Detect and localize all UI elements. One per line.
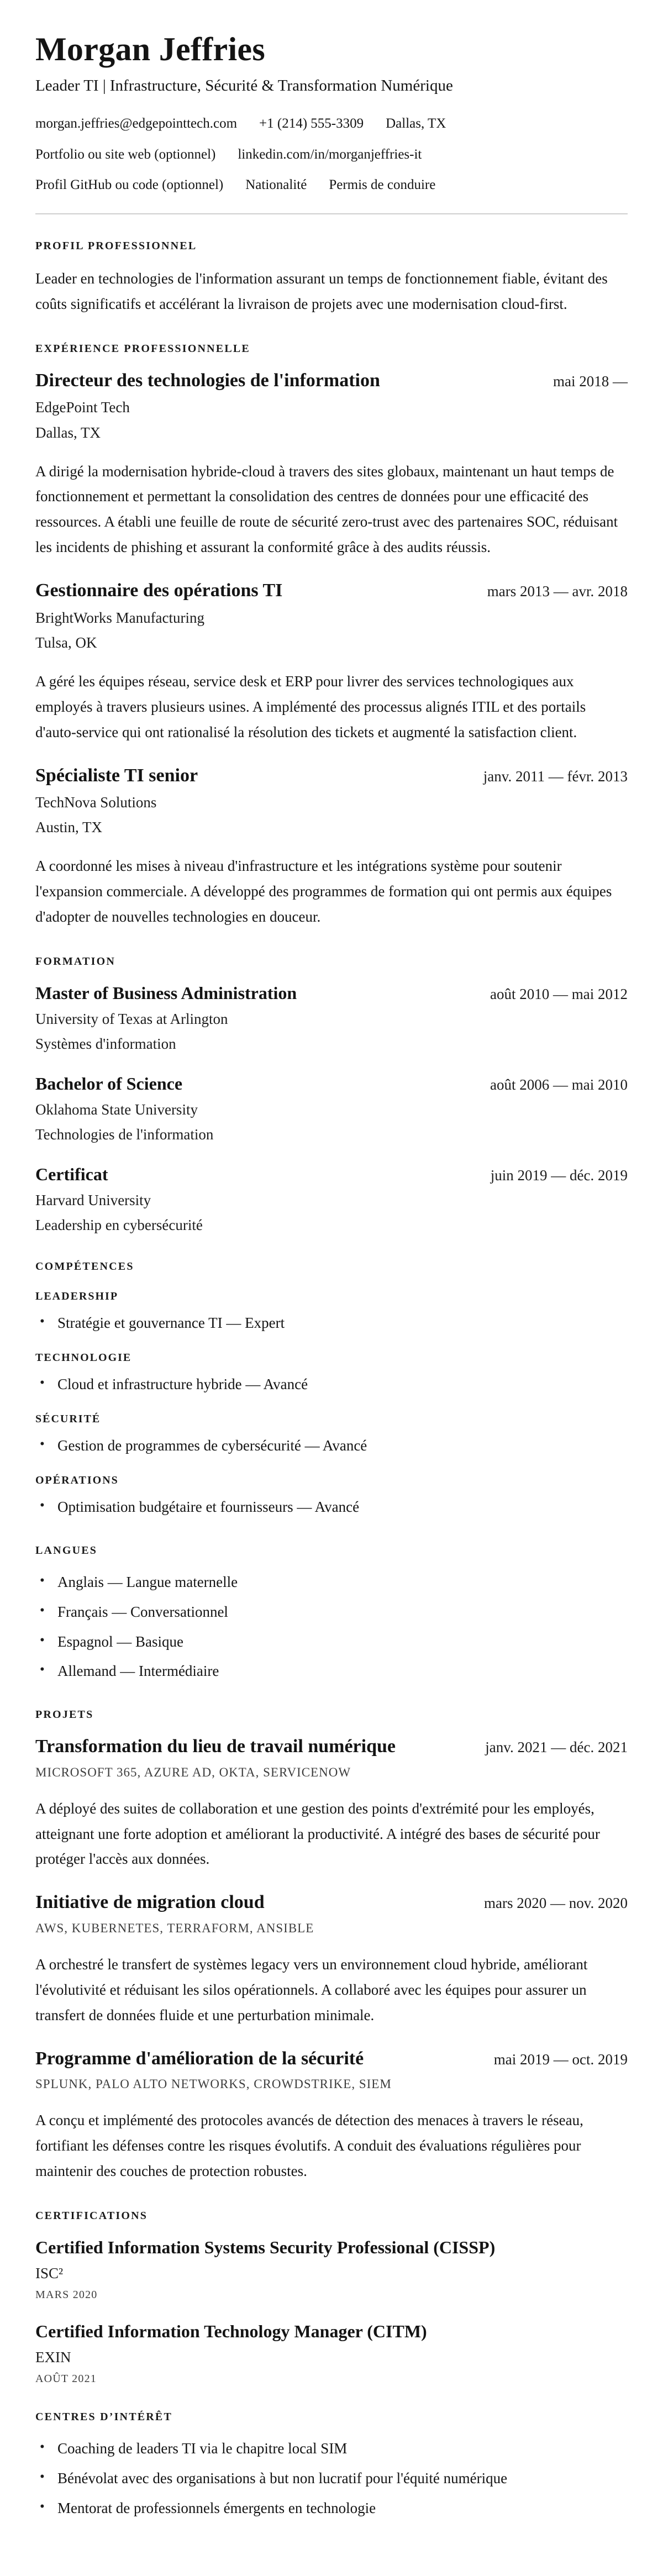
contact-email: morgan.jeffries@edgepointtech.com bbox=[35, 115, 238, 131]
job-entry bbox=[35, 764, 628, 930]
field-of-study: Systèmes d'information bbox=[35, 1035, 176, 1052]
job-description: A géré les équipes réseau, service desk et ERP pour livrer des services technologiques aux employés à travers plusieurs usines. A implémenté des processus alignés ITIL et des portails d'auto-service qui ont rationalisé la résolution des tickets et augmenté la satisfaction client. bbox=[35, 672, 586, 740]
project-tech: MICROSOFT 365, AZURE AD, OKTA, SERVICENOW bbox=[35, 1765, 351, 1779]
job-company: TechNova Solutions bbox=[35, 794, 157, 811]
education-entry bbox=[35, 1073, 628, 1144]
school-name: University of Texas at Arlington bbox=[35, 1010, 228, 1027]
project-description: A conçu et implémenté des protocoles avancés de détection des menaces à travers le réseau, fortifiant les défenses contre les risques évolutifs. A conduit des évaluations régulières pour maintenir des couches de protection robustes. bbox=[35, 2112, 583, 2179]
interest-list bbox=[35, 2437, 628, 2520]
field-of-study: Leadership en cybersécurité bbox=[35, 1217, 203, 1234]
project-dates: mai 2019 — oct. 2019 bbox=[493, 2051, 628, 2068]
certification-date: MARS 2020 bbox=[35, 2288, 98, 2301]
education-entry bbox=[35, 1163, 628, 1235]
section-certifications bbox=[35, 2209, 628, 2385]
language-item: • Allemand — Intermédiaire bbox=[35, 1660, 628, 1683]
resume-header bbox=[35, 31, 628, 194]
contact-linkedin: linkedin.com/in/morganjeffries-it bbox=[238, 146, 422, 162]
skill-item: • Stratégie et gouvernance TI — Expert bbox=[35, 1312, 628, 1335]
project-tech: AWS, KUBERNETES, TERRAFORM, ANSIBLE bbox=[35, 1921, 314, 1935]
job-location: Tulsa, OK bbox=[35, 634, 97, 651]
contact-nationality: Nationalité bbox=[245, 177, 307, 193]
job-company: EdgePoint Tech bbox=[35, 399, 130, 416]
section-education bbox=[35, 954, 628, 1236]
interest-item: • Mentorat de professionnels émergents en technologie bbox=[35, 2497, 628, 2520]
project-dates: mars 2020 — nov. 2020 bbox=[484, 1895, 628, 1912]
interests-heading: CENTRES D’INTÉRÊT bbox=[35, 2410, 173, 2423]
skill-list bbox=[35, 1312, 628, 1335]
job-entry bbox=[35, 579, 628, 745]
degree-dates: juin 2019 — déc. 2019 bbox=[490, 1167, 628, 1184]
job-dates: janv. 2011 — févr. 2013 bbox=[483, 767, 628, 785]
languages-heading: LANGUES bbox=[35, 1544, 98, 1557]
contact-driving-license: Permis de conduire bbox=[329, 177, 436, 193]
skill-group-label: SÉCURITÉ bbox=[35, 1413, 101, 1426]
degree-title: Master of Business Administration bbox=[35, 982, 297, 1003]
contact-portfolio: Portfolio ou site web (optionnel) bbox=[35, 146, 216, 162]
project-title: Transformation du lieu de travail numérique bbox=[35, 1736, 396, 1757]
certification-issuer: ISC² bbox=[35, 2264, 64, 2281]
skill-group-label: OPÉRATIONS bbox=[35, 1474, 119, 1486]
certifications-heading: CERTIFICATIONS bbox=[35, 2209, 148, 2222]
language-item: • Espagnol — Basique bbox=[35, 1631, 628, 1654]
projects-heading: PROJETS bbox=[35, 1708, 94, 1721]
job-location: Dallas, TX bbox=[35, 424, 101, 441]
section-profile bbox=[35, 239, 628, 317]
project-entry bbox=[35, 1891, 628, 2028]
degree-dates: août 2006 — mai 2010 bbox=[490, 1076, 628, 1094]
profile-heading: PROFIL PROFESSIONNEL bbox=[35, 240, 197, 253]
job-title: Directeur des technologies de l'information bbox=[35, 370, 380, 391]
contact-row-2 bbox=[35, 145, 628, 164]
job-title: Spécialiste TI senior bbox=[35, 765, 198, 786]
section-projects bbox=[35, 1707, 628, 2184]
education-heading: FORMATION bbox=[35, 955, 115, 968]
job-company: BrightWorks Manufacturing bbox=[35, 609, 205, 626]
contact-row-3 bbox=[35, 176, 628, 194]
section-skills bbox=[35, 1259, 628, 1518]
interest-item: • Bénévolat avec des organisations à but non lucratif pour l'équité numérique bbox=[35, 2467, 628, 2490]
certification-date: AOÛT 2021 bbox=[35, 2372, 97, 2385]
certification-entry bbox=[35, 2320, 628, 2385]
project-dates: janv. 2021 — déc. 2021 bbox=[485, 1739, 628, 1756]
job-title: Gestionnaire des opérations TI bbox=[35, 580, 283, 601]
skill-item: • Optimisation budgétaire et fournisseurs — Avancé bbox=[35, 1496, 628, 1519]
project-entry bbox=[35, 1735, 628, 1872]
section-experience bbox=[35, 341, 628, 930]
job-dates: mai 2018 — bbox=[553, 372, 628, 390]
contact-row-1 bbox=[35, 114, 628, 133]
degree-dates: août 2010 — mai 2012 bbox=[490, 985, 628, 1002]
experience-heading: EXPÉRIENCE PROFESSIONNELLE bbox=[35, 342, 250, 355]
skill-list bbox=[35, 1496, 628, 1519]
skill-group-label: TECHNOLOGIE bbox=[35, 1352, 132, 1364]
education-entry bbox=[35, 982, 628, 1054]
degree-title: Certificat bbox=[35, 1164, 108, 1185]
field-of-study: Technologies de l'information bbox=[35, 1126, 214, 1143]
skill-item: • Gestion de programmes de cybersécurité — Avancé bbox=[35, 1434, 628, 1458]
certification-entry bbox=[35, 2236, 628, 2301]
project-tech: SPLUNK, PALO ALTO NETWORKS, CROWDSTRIKE, SIEM bbox=[35, 2077, 392, 2091]
project-entry bbox=[35, 2047, 628, 2184]
contact-phone: +1 (214) 555-3309 bbox=[259, 115, 364, 131]
skills-heading: COMPÉTENCES bbox=[35, 1260, 134, 1273]
job-description: A dirigé la modernisation hybride-cloud à travers des sites globaux, maintenant un haut temps de fonctionnement et permettant la consolidation des centres de données pour une efficacité des ressources. A établi une feuille de route de sécurité zero-trust avec des partenaires SOC, réduisant les incidents de phishing et assurant la conformité grâce à des audits réussis. bbox=[35, 462, 618, 556]
interest-item: • Coaching de leaders TI via le chapitre local SIM bbox=[35, 2437, 628, 2461]
project-description: A déployé des suites de collaboration et une gestion des points d'extrémité pour les employés, atteignant une forte adoption et améliorant la productivité. A intégré des bases de sécurité pour protéger l'accès aux données. bbox=[35, 1800, 600, 1868]
job-entry bbox=[35, 369, 628, 560]
project-title: Programme d'amélioration de la sécurité bbox=[35, 2048, 364, 2069]
skill-group-label: LEADERSHIP bbox=[35, 1290, 119, 1303]
project-title: Initiative de migration cloud bbox=[35, 1892, 265, 1913]
language-item: • Français — Conversationnel bbox=[35, 1601, 628, 1624]
section-languages bbox=[35, 1543, 628, 1683]
contact-github: Profil GitHub ou code (optionnel) bbox=[35, 177, 224, 193]
skill-list bbox=[35, 1373, 628, 1396]
page-title: Morgan Jeffries bbox=[35, 31, 266, 67]
contact-location: Dallas, TX bbox=[386, 115, 446, 131]
header-divider bbox=[35, 213, 628, 214]
profile-text: Leader en technologies de l'information assurant un temps de fonctionnement fiable, évitant des coûts significatifs et accélérant la livraison de projets avec une modernisation cloud-first. bbox=[35, 270, 608, 313]
job-location: Austin, TX bbox=[35, 819, 103, 836]
language-list bbox=[35, 1571, 628, 1683]
language-item: • Anglais — Langue maternelle bbox=[35, 1571, 628, 1594]
certification-name: Certified Information Systems Security Professional (CISSP) bbox=[35, 2237, 496, 2257]
skill-item: • Cloud et infrastructure hybride — Avancé bbox=[35, 1373, 628, 1396]
section-interests bbox=[35, 2410, 628, 2520]
job-description: A coordonné les mises à niveau d'infrastructure et les intégrations système pour soutenir l'expansion commerciale. A développé des programmes de formation qui ont permis aux équipes d'adopter de nouvelles technologies en douceur. bbox=[35, 858, 612, 925]
school-name: Harvard University bbox=[35, 1192, 151, 1209]
project-description: A orchestré le transfert de systèmes legacy vers un environnement cloud hybride, améliorant l'évolutivité et réduisant les silos opérationnels. A collaboré avec les équipes pour assurer un transfert de données fluide et une perturbation minimale. bbox=[35, 1955, 588, 2023]
job-dates: mars 2013 — avr. 2018 bbox=[487, 583, 628, 600]
school-name: Oklahoma State University bbox=[35, 1101, 198, 1118]
certification-name: Certified Information Technology Manager (CITM) bbox=[35, 2321, 427, 2341]
skill-list bbox=[35, 1434, 628, 1458]
certification-issuer: EXIN bbox=[35, 2348, 71, 2365]
degree-title: Bachelor of Science bbox=[35, 1074, 183, 1094]
headline: Leader TI | Infrastructure, Sécurité & Transformation Numérique bbox=[35, 77, 453, 95]
